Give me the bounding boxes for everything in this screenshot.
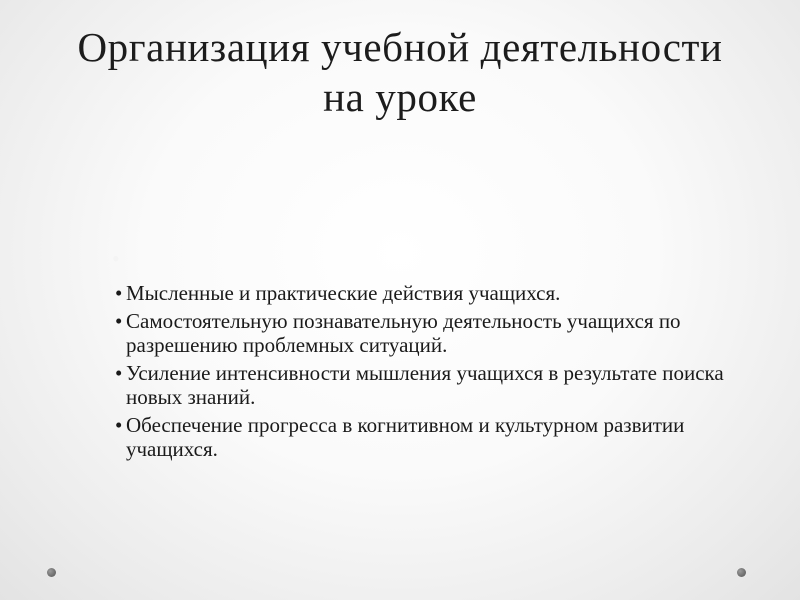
slide-title	[0, 22, 800, 122]
bullet-item: • Мысленные и практические действия учащихся.	[115, 281, 755, 305]
corner-dot-right-icon	[737, 568, 746, 577]
slide-title-line-2: на уроке	[323, 74, 477, 120]
corner-dot-left-icon	[47, 568, 56, 577]
slide-title-line-1: Организация учебной деятельности	[77, 24, 723, 70]
bullet-list	[115, 281, 755, 465]
bullet-item: • Обеспечение прогресса в когнитивном и культурном развитии учащихся.	[115, 413, 755, 461]
bullet-item: • Усиление интенсивности мышления учащихся в результате поиска новых знаний.	[115, 361, 755, 409]
bullet-item: • Самостоятельную познавательную деятельность учащихся по разрешению проблемных ситуаций.	[115, 309, 755, 357]
faint-bullet-marker: •	[112, 246, 120, 271]
